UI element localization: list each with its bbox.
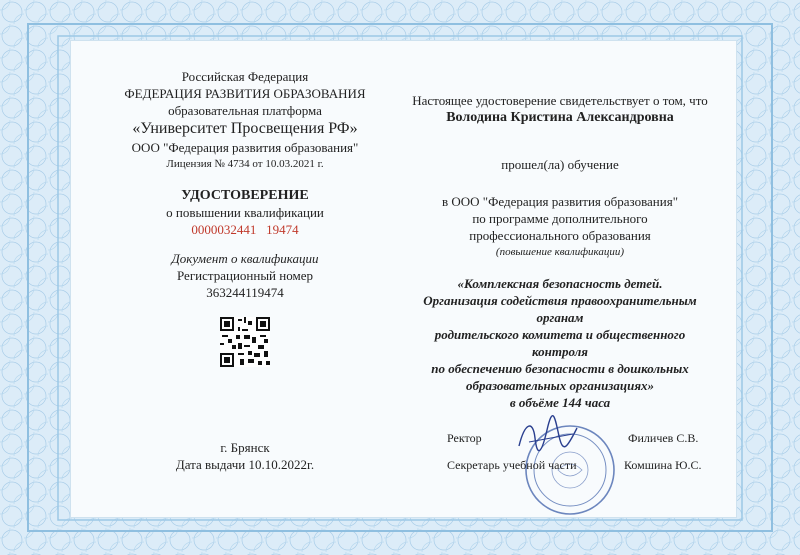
left-column (95, 68, 395, 473)
course-line5: образовательных организациях» (465, 378, 655, 393)
issue-date: Дата выдачи 10.10.2022г. (175, 457, 315, 472)
doc-type: Документ о квалификации (171, 251, 319, 266)
signature-icon (515, 412, 585, 462)
hours: в объёме 144 часа (509, 395, 611, 410)
program-line1: по программе дополнительного (472, 211, 648, 226)
license: Лицензия № 4734 от 10.03.2021 г. (166, 158, 324, 170)
intro-text: Настоящее удостоверение свидетельствует о том, что (412, 93, 708, 108)
completed-text: прошел(ла) обучение (501, 157, 619, 172)
at-org: в ООО "Федерация развития образования" (441, 194, 679, 209)
secretary-name: Комшина Ю.С. (624, 458, 702, 472)
right-column (410, 92, 710, 411)
course-line2: Организация содействия правоохранительным органам (423, 293, 697, 325)
secretary-label: Секретарь учебной части (447, 458, 577, 472)
country: Российская Федерация (181, 69, 309, 84)
course-line3: родительского комитета и общественного контроля (434, 327, 686, 359)
course-line4: по обеспечению безопасности в дошкольных (431, 361, 689, 376)
reg-number: 363244119474 (206, 285, 284, 300)
program-line2: профессионального образования (469, 228, 651, 243)
number-id: 19474 (266, 222, 299, 237)
company: ООО "Федерация развития образования" (131, 140, 359, 155)
course-line1: «Комплексная безопасность детей. (457, 276, 663, 291)
org-caps: ФЕДЕРАЦИЯ РАЗВИТИЯ ОБРАЗОВАНИЯ (124, 86, 366, 101)
doc-title: УДОСТОВЕРЕНИЕ (181, 188, 309, 203)
person-name: Володина Кристина Александровна (446, 110, 674, 125)
doc-number (95, 221, 395, 238)
reg-label: Регистрационный номер (177, 268, 313, 283)
platform: образовательная платформа (168, 103, 322, 118)
qr-code-icon (220, 317, 270, 367)
rector-label: Ректор (447, 431, 482, 445)
city: г. Брянск (220, 440, 270, 455)
rector-name: Филичев С.В. (628, 431, 699, 445)
number-series: 0000032441 (191, 222, 257, 237)
doc-subtitle: о повышении квалификации (166, 205, 324, 220)
university: «Университет Просвещения РФ» (132, 120, 358, 137)
program-type: (повышение квалификации) (495, 246, 625, 258)
